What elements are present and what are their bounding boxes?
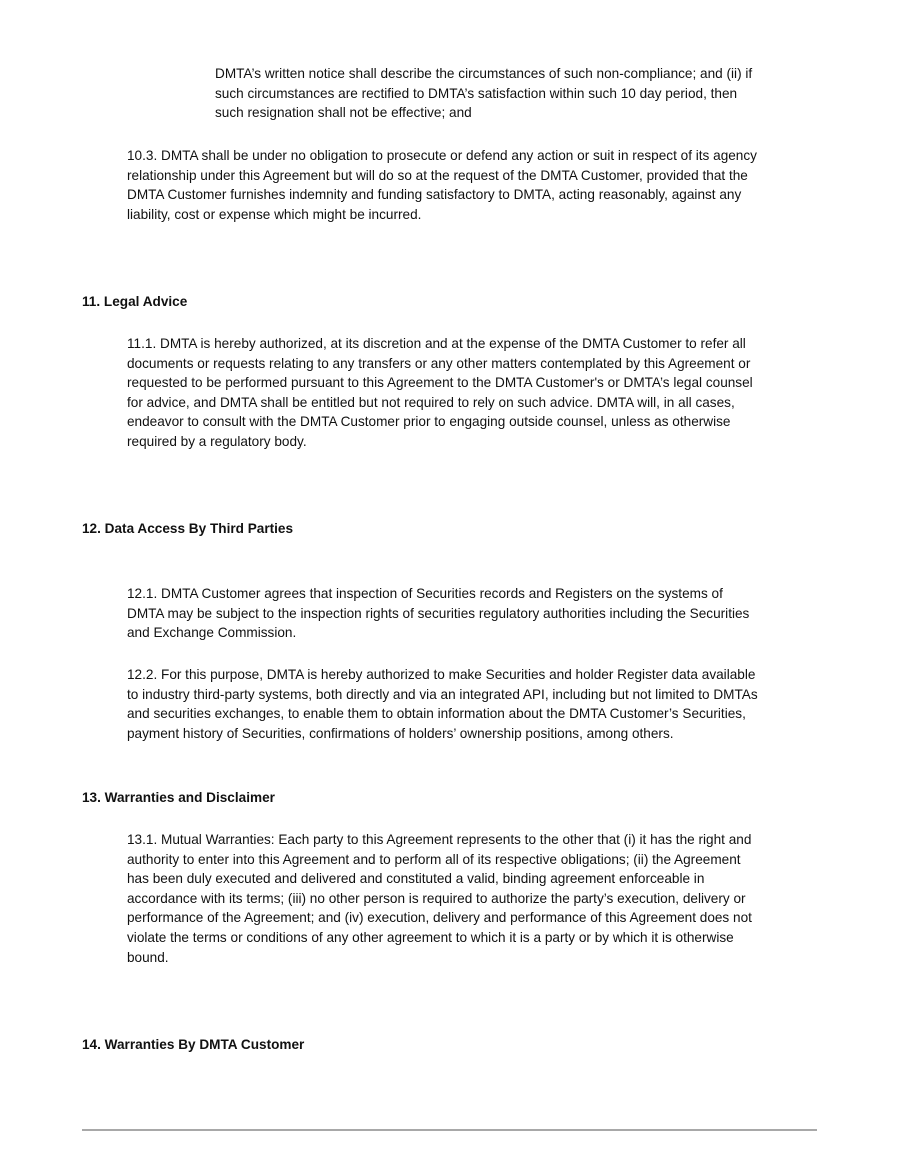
clause-12-2: 12.2. For this purpose, DMTA is hereby authorized to make Securities and holder Register data available to industry third-party systems, both directly and via an integrated API, including but not limited to DMTAs and securities exchanges, to enable them to obtain information about the DMTA Customer’s Securities, payment history of Securities, confirmations of holders’ ownership positions, among others. bbox=[127, 667, 758, 741]
clause-10-2-continuation: DMTA’s written notice shall describe the circumstances of such non-compliance; and (ii) if such circumstances are rectified to DMTA’s satisfaction within such 10 day period, then such resignation shall not be effective; and bbox=[215, 66, 753, 121]
section-12-heading: 12. Data Access By Third Parties bbox=[82, 521, 294, 536]
clause-10-3: 10.3. DMTA shall be under no obligation to prosecute or defend any action or suit in respect of its agency relationship under this Agreement but will do so at the request of the DMTA Customer, provided that the DMTA Customer furnishes indemnity and funding satisfactory to DMTA, acting reasonably, against any liability, cost or expense which might be incurred. bbox=[127, 148, 757, 222]
clause-11-1: 11.1. DMTA is hereby authorized, at its discretion and at the expense of the DMTA Customer to refer all documents or requests relating to any transfers or any other matters contemplated by this Agreement or requested to be performed pursuant to this Agreement to the DMTA Customer's or DMTA’s legal counsel for advice, and DMTA shall be entitled but not required to rely on such advice. DMTA will, in all cases, endeavor to consult with the DMTA Customer prior to engaging outside counsel, unless as otherwise required by a regulatory body. bbox=[127, 336, 753, 449]
footer-divider bbox=[82, 1129, 817, 1131]
section-11-heading: 11. Legal Advice bbox=[82, 294, 188, 309]
clause-12-1: 12.1. DMTA Customer agrees that inspection of Securities records and Registers on the systems of DMTA may be subject to the inspection rights of securities regulatory authorities including the Securities and Exchange Commission. bbox=[127, 586, 750, 641]
clause-13-1: 13.1. Mutual Warranties: Each party to this Agreement represents to the other that (i) it has the right and authority to enter into this Agreement and to perform all of its respective obligations; (ii) the Agreement has been duly executed and delivered and constituted a valid, binding agreement enforceable in accordance with its terms; (iii) no other person is required to authorize the party’s execution, delivery or performance of the Agreement; and (iv) execution, delivery and performance of this Agreement does not violate the terms or conditions of any other agreement to which it is a party or by which it is otherwise bound. bbox=[127, 832, 752, 965]
section-13-heading: 13. Warranties and Disclaimer bbox=[82, 790, 275, 805]
section-14-heading: 14. Warranties By DMTA Customer bbox=[82, 1037, 305, 1052]
